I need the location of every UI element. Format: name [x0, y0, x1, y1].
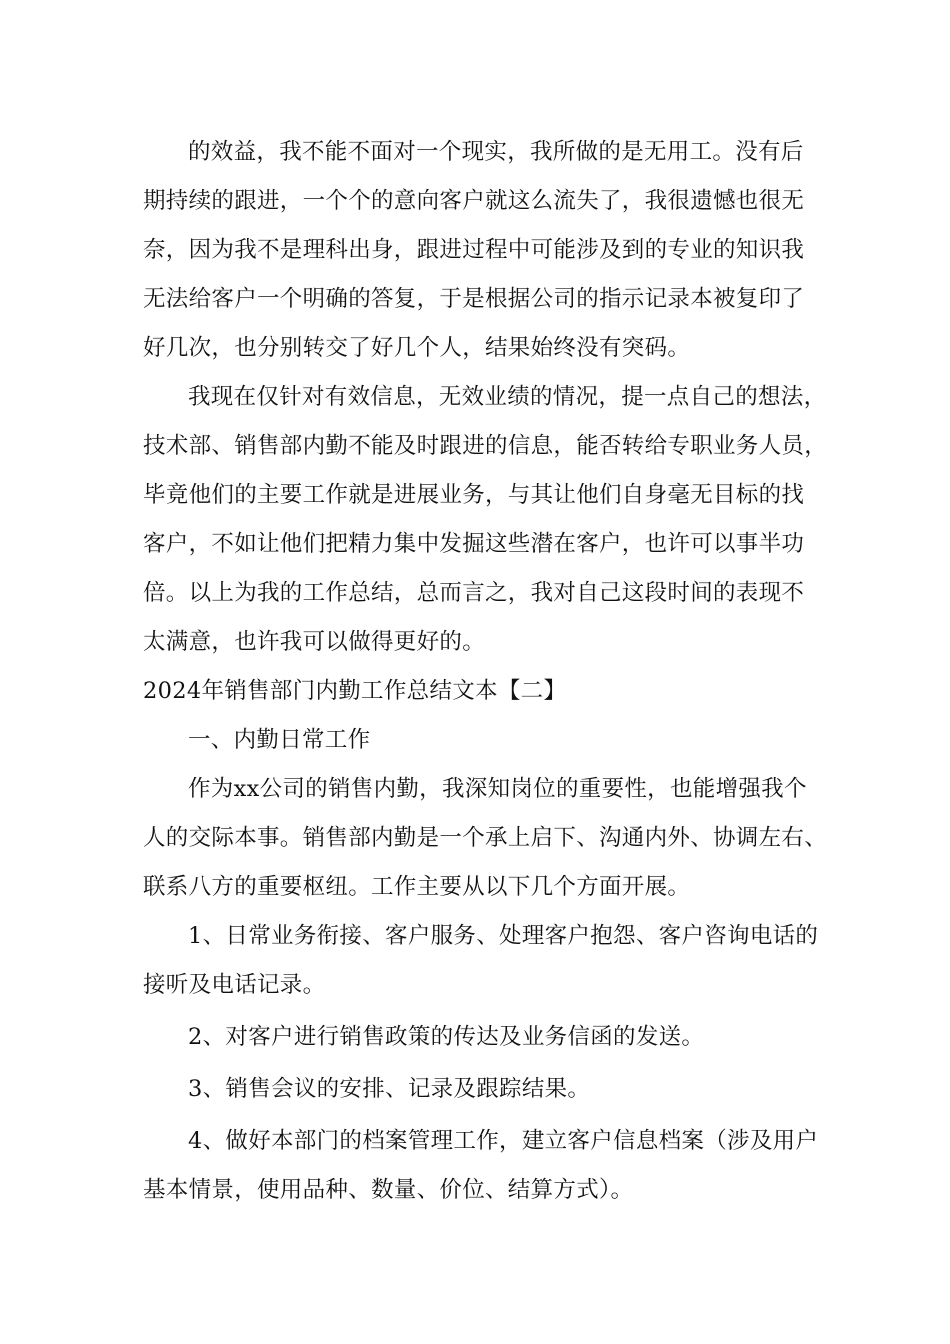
list-item-line: 基本情景，使用品种、数量、价位、结算方式）。 [143, 1177, 634, 1203]
list-item-line: 1、日常业务衔接、客户服务、处理客户抱怨、客户咨询电话的 [188, 923, 819, 949]
list-item-3 [143, 1065, 823, 1114]
document-body [143, 128, 828, 1215]
list-item-line: 接听及电话记录。 [143, 972, 326, 998]
paragraph-line: 太满意，也许我可以做得更好的。 [143, 629, 486, 655]
paragraph-line: 客户，不如让他们把精力集中发掘这些潜在客户，也许可以事半功 [143, 531, 805, 557]
paragraph-line: 我现在仅针对有效信息，无效业绩的情况，提一点自己的想法， [188, 384, 827, 410]
paragraph-line: 人的交际本事。销售部内勤是一个承上启下、沟通内外、协调左右、 [143, 825, 828, 851]
paragraph-line: 作为xx公司的销售内勤，我深知岗位的重要性，也能增强我个 [188, 776, 807, 802]
list-item-line: 4、做好本部门的档案管理工作，建立客户信息档案（涉及用户 [188, 1128, 819, 1154]
paragraph-line: 技术部、销售部内勤不能及时跟进的信息，能否转给专职业务人员， [143, 433, 828, 459]
subsection-title: 一、内勤日常工作 [188, 727, 371, 753]
list-item-line: 2、对客户进行销售政策的传达及业务信函的发送。 [188, 1024, 705, 1050]
paragraph-line: 的效益，我不能不面对一个现实，我所做的是无用工。没有后 [188, 139, 804, 165]
paragraph-line: 倍。以上为我的工作总结，总而言之，我对自己这段时间的表现不 [143, 580, 805, 606]
paragraph-role-intro [143, 765, 828, 912]
list-item-1 [143, 912, 823, 1010]
paragraph-line: 毕竟他们的主要工作就是进展业务，与其让他们自身毫无目标的找 [143, 482, 805, 508]
paragraph-suggestion [143, 373, 828, 667]
list-item-4 [143, 1117, 823, 1215]
paragraph-line: 奈，因为我不是理科出身，跟进过程中可能涉及到的专业的知识我 [143, 237, 805, 263]
section-title: 2024年销售部门内勤工作总结文本【二】 [143, 678, 567, 704]
paragraph-effectiveness [143, 128, 823, 373]
paragraph-line: 好几次，也分别转交了好几个人，结果始终没有突码。 [143, 335, 691, 361]
paragraph-line: 联系八方的重要枢纽。工作主要从以下几个方面开展。 [143, 874, 691, 900]
paragraph-line: 期持续的跟进，一个个的意向客户就这么流失了，我很遗憾也很无 [143, 188, 805, 214]
list-item-2 [143, 1013, 823, 1062]
list-item-line: 3、销售会议的安排、记录及跟踪结果。 [188, 1076, 591, 1102]
paragraph-line: 无法给客户一个明确的答复，于是根据公司的指示记录本被复印了 [143, 286, 805, 312]
